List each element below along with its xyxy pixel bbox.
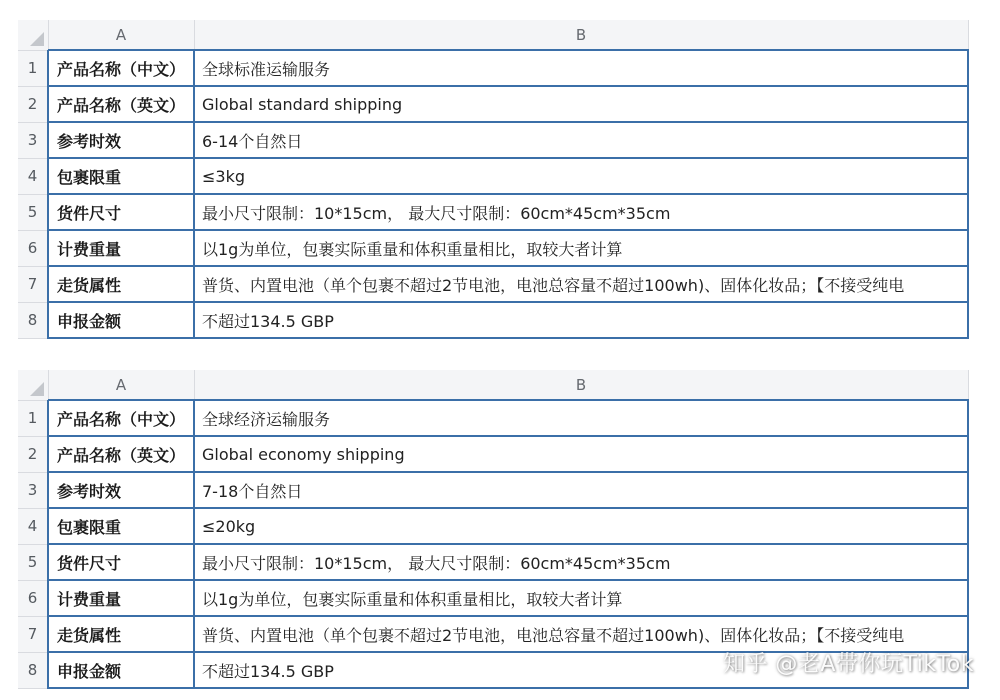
select-all-corner[interactable] [18, 20, 48, 50]
spreadsheet-table-standard [18, 20, 969, 339]
zhihu-watermark: 知乎 @老A带你玩TikTok [722, 652, 974, 677]
cell-value[interactable]: 以1g为单位，包裹实际重量和体积重量相比，取较大者计算 [194, 230, 968, 266]
table-row [18, 158, 968, 194]
table-row [18, 50, 968, 86]
row-header[interactable]: 7 [18, 266, 48, 302]
cell-label[interactable]: 货件尺寸 [48, 194, 194, 230]
cell-value[interactable]: 全球标准运输服务 [194, 50, 968, 86]
table-row [18, 472, 968, 508]
cell-label[interactable]: 参考时效 [48, 122, 194, 158]
spreadsheet-table-economy [18, 370, 969, 689]
cell-label[interactable]: 计费重量 [48, 230, 194, 266]
column-header-b[interactable]: B [194, 370, 968, 400]
column-header-row [18, 20, 968, 50]
cell-label[interactable]: 包裹限重 [48, 508, 194, 544]
column-header-a[interactable]: A [48, 370, 194, 400]
table-row [18, 86, 968, 122]
table-row [18, 580, 968, 616]
row-header[interactable]: 2 [18, 436, 48, 472]
table-row [18, 122, 968, 158]
cell-value[interactable]: Global economy shipping [194, 436, 968, 472]
cell-label[interactable]: 产品名称（英文） [48, 86, 194, 122]
row-header[interactable]: 5 [18, 194, 48, 230]
column-header-row [18, 370, 968, 400]
cell-label[interactable]: 货件尺寸 [48, 544, 194, 580]
column-header-a[interactable]: A [48, 20, 194, 50]
table-row [18, 266, 968, 302]
cell-label[interactable]: 包裹限重 [48, 158, 194, 194]
cell-label[interactable]: 产品名称（英文） [48, 436, 194, 472]
cell-label[interactable]: 走货属性 [48, 616, 194, 652]
table-row [18, 544, 968, 580]
table-row [18, 400, 968, 436]
row-header[interactable]: 3 [18, 122, 48, 158]
cell-value[interactable]: 最小尺寸限制：10*15cm， 最大尺寸限制：60cm*45cm*35cm [194, 544, 968, 580]
cell-value[interactable]: 6-14个自然日 [194, 122, 968, 158]
cell-label[interactable]: 计费重量 [48, 580, 194, 616]
cell-value[interactable]: ≤3kg [194, 158, 968, 194]
cell-label[interactable]: 申报金额 [48, 302, 194, 338]
cell-value[interactable]: 普货、内置电池（单个包裹不超过2节电池，电池总容量不超过100wh)、固体化妆品；【不接受纯电 [194, 266, 968, 302]
row-header[interactable]: 8 [18, 302, 48, 338]
cell-value[interactable]: 7-18个自然日 [194, 472, 968, 508]
table-row [18, 194, 968, 230]
select-all-triangle-icon [30, 382, 44, 396]
cell-value[interactable]: 以1g为单位，包裹实际重量和体积重量相比，取较大者计算 [194, 580, 968, 616]
row-header[interactable]: 8 [18, 652, 48, 688]
cell-label[interactable]: 申报金额 [48, 652, 194, 688]
row-header[interactable]: 3 [18, 472, 48, 508]
row-header[interactable]: 2 [18, 86, 48, 122]
cell-value[interactable]: 不超过134.5 GBP [194, 302, 968, 338]
cell-value[interactable]: 不超过134.5 GBP [194, 652, 968, 688]
table-row [18, 508, 968, 544]
table-row [18, 436, 968, 472]
column-header-b[interactable]: B [194, 20, 968, 50]
row-header[interactable]: 4 [18, 508, 48, 544]
cell-value[interactable]: 全球经济运输服务 [194, 400, 968, 436]
row-header[interactable]: 5 [18, 544, 48, 580]
cell-label[interactable]: 参考时效 [48, 472, 194, 508]
table-row [18, 230, 968, 266]
select-all-triangle-icon [30, 32, 44, 46]
cell-value[interactable]: Global standard shipping [194, 86, 968, 122]
cell-value[interactable]: 普货、内置电池（单个包裹不超过2节电池，电池总容量不超过100wh)、固体化妆品；【不接受纯电 [194, 616, 968, 652]
row-header[interactable]: 1 [18, 400, 48, 436]
row-header[interactable]: 1 [18, 50, 48, 86]
cell-value[interactable]: ≤20kg [194, 508, 968, 544]
cell-label[interactable]: 走货属性 [48, 266, 194, 302]
row-header[interactable]: 6 [18, 580, 48, 616]
row-header[interactable]: 7 [18, 616, 48, 652]
cell-label[interactable]: 产品名称（中文） [48, 50, 194, 86]
select-all-corner[interactable] [18, 370, 48, 400]
cell-label[interactable]: 产品名称（中文） [48, 400, 194, 436]
row-header[interactable]: 6 [18, 230, 48, 266]
cell-value[interactable]: 最小尺寸限制：10*15cm， 最大尺寸限制：60cm*45cm*35cm [194, 194, 968, 230]
table-row [18, 302, 968, 338]
row-header[interactable]: 4 [18, 158, 48, 194]
